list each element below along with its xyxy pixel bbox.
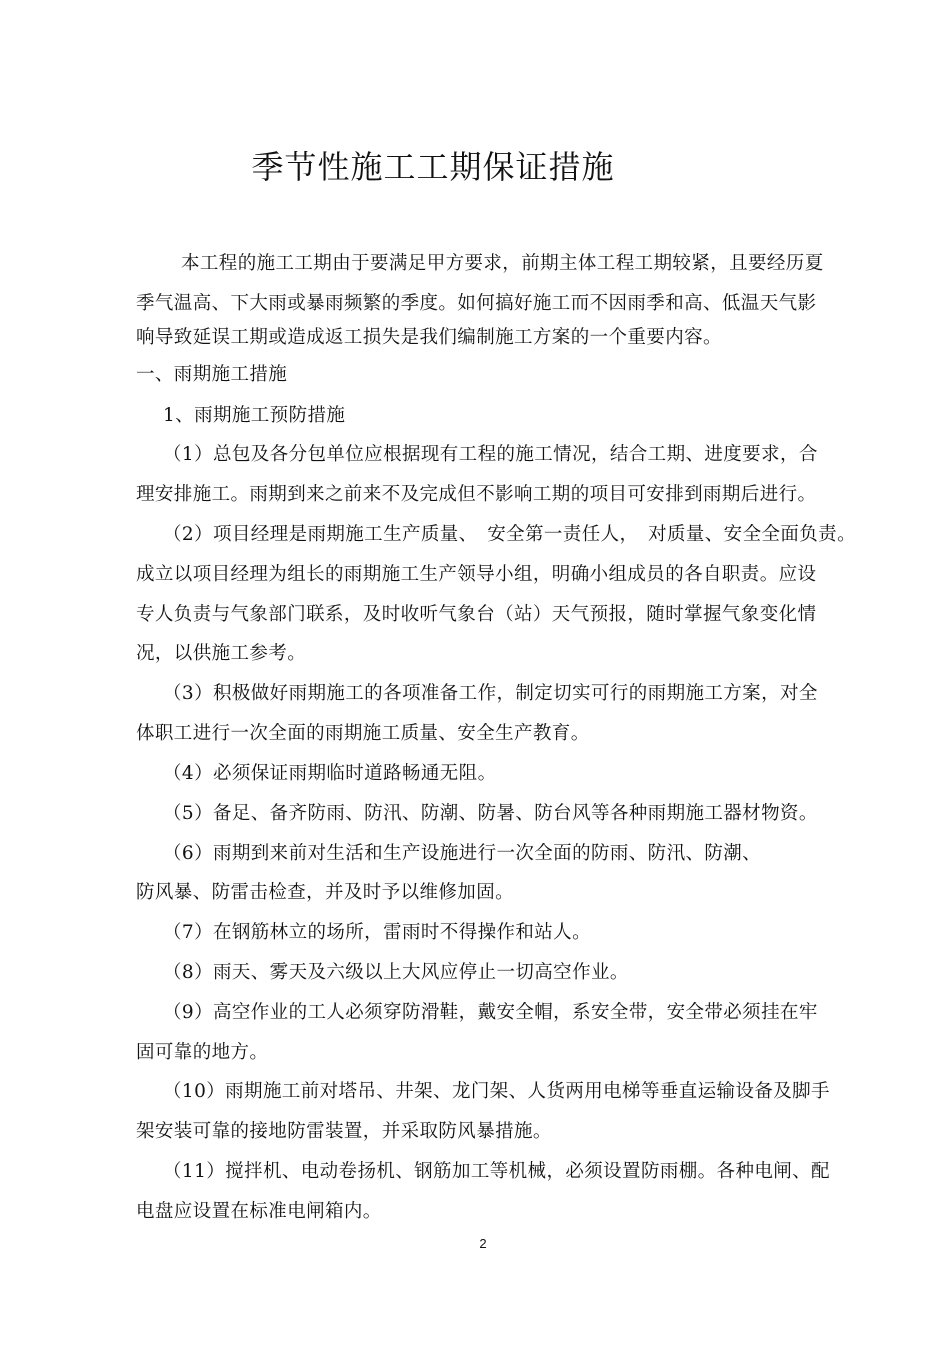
paragraph-line: （9）高空作业的工人必须穿防滑鞋，戴安全帽，系安全带，安全带必须挂在牢 xyxy=(163,1002,818,1023)
paragraph-line: 专人负责与气象部门联系，及时收听气象台（站）天气预报，随时掌握气象变化情 xyxy=(136,604,817,625)
paragraph-line: 体职工进行一次全面的雨期施工质量、安全生产教育。 xyxy=(136,723,590,744)
paragraph-line: 防风暴、防雷击检查，并及时予以维修加固。 xyxy=(136,882,515,903)
paragraph-line: 电盘应设置在标准电闸箱内。 xyxy=(136,1201,382,1222)
paragraph-line: （8）雨天、雾天及六级以上大风应停止一切高空作业。 xyxy=(163,962,629,983)
subsection-heading: 1、雨期施工预防措施 xyxy=(163,405,346,426)
page-number: 2 xyxy=(479,1236,487,1251)
paragraph-line: 固可靠的地方。 xyxy=(136,1042,269,1063)
paragraph-line: （11）搅拌机、电动卷扬机、钢筋加工等机械，必须设置防雨棚。各种电闸、配 xyxy=(163,1161,830,1182)
section-heading: 一、雨期施工措施 xyxy=(136,364,288,385)
paragraph-line: （5）备足、备齐防雨、防汛、防潮、防暑、防台风等各种雨期施工器材物资。 xyxy=(163,803,818,824)
paragraph-line: （4）必须保证雨期临时道路畅通无阻。 xyxy=(163,763,497,784)
paragraph-line: 本工程的施工工期由于要满足甲方要求，前期主体工程工期较紧，且要经历夏 xyxy=(181,253,824,274)
paragraph-line: 季气温高、下大雨或暴雨频繁的季度。如何搞好施工而不因雨季和高、低温天气影 xyxy=(136,293,817,314)
paragraph-line: 况，以供施工参考。 xyxy=(136,643,307,664)
paragraph-line: （7）在钢筋林立的场所，雷雨时不得操作和站人。 xyxy=(163,922,591,943)
paragraph-line: 理安排施工。雨期到来之前来不及完成但不影响工期的项目可安排到雨期后进行。 xyxy=(136,484,817,505)
paragraph-line: （10）雨期施工前对塔吊、井架、龙门架、人货两用电梯等垂直运输设备及脚手 xyxy=(163,1081,830,1102)
paragraph-line: （3）积极做好雨期施工的各项准备工作，制定切实可行的雨期施工方案，对全 xyxy=(163,683,818,704)
paragraph-line: （6）雨期到来前对生活和生产设施进行一次全面的防雨、防汛、防潮、 xyxy=(163,843,762,864)
paragraph-line: （1）总包及各分包单位应根据现有工程的施工情况，结合工期、进度要求，合 xyxy=(163,444,818,465)
paragraph-line: （2）项目经理是雨期施工生产质量、 安全第一责任人， 对质量、安全全面负责。 xyxy=(163,524,856,545)
paragraph-line: 成立以项目经理为组长的雨期施工生产领导小组，明确小组成员的各自职责。应设 xyxy=(136,564,817,585)
paragraph-line: 响导致延误工期或造成返工损失是我们编制施工方案的一个重要内容。 xyxy=(136,327,722,348)
document-title: 季节性施工工期保证措施 xyxy=(251,148,615,186)
paragraph-line: 架安装可靠的接地防雷装置，并采取防风暴措施。 xyxy=(136,1121,552,1142)
